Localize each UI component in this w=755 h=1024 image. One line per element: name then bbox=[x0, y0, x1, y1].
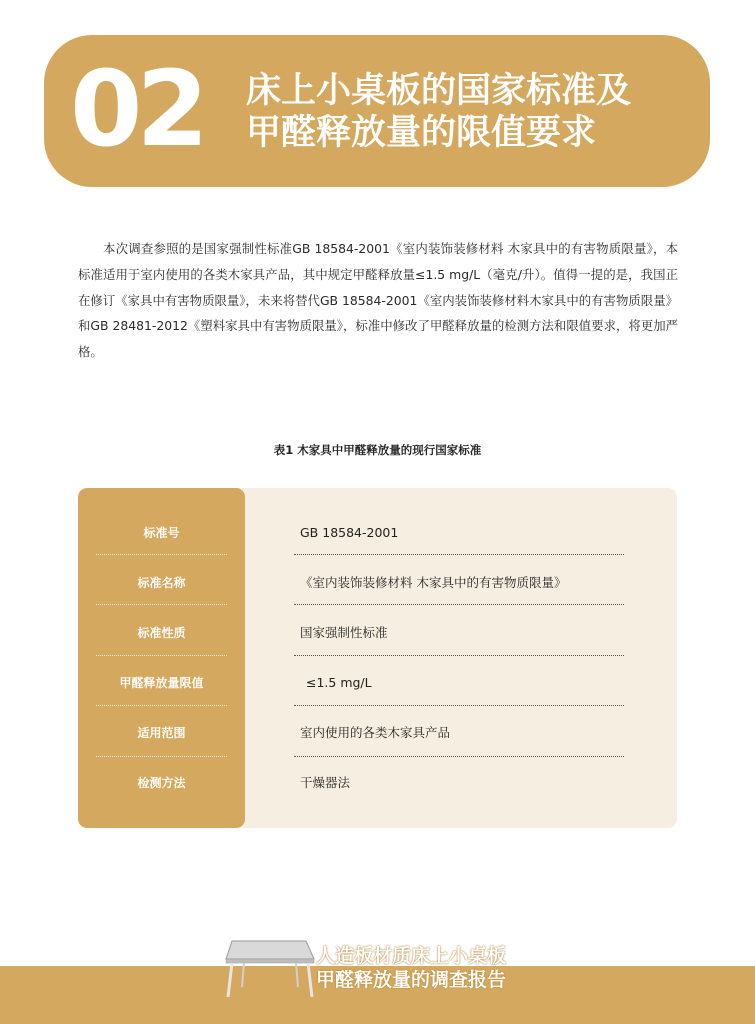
row-divider bbox=[294, 655, 624, 656]
row-divider bbox=[294, 756, 624, 757]
table-row bbox=[78, 608, 677, 658]
row-divider bbox=[96, 655, 227, 656]
table-caption: 表1 木家具中甲醛释放量的现行国家标准 bbox=[273, 443, 482, 457]
section-title-line1: 床上小桌板的国家标准及 bbox=[246, 71, 632, 111]
row-divider bbox=[96, 756, 227, 757]
section-number: 02 bbox=[70, 48, 203, 170]
footer-title-line1: 人造板材质床上小桌板 bbox=[316, 945, 507, 967]
table-row bbox=[78, 658, 677, 708]
row-divider bbox=[294, 604, 624, 605]
row-label: 标准性质 bbox=[137, 626, 186, 640]
row-value: 室内使用的各类木家具产品 bbox=[300, 725, 451, 740]
row-label: 检测方法 bbox=[137, 776, 186, 790]
row-value: GB 18584-2001 bbox=[300, 525, 399, 540]
intro-paragraph: 本次调查参照的是国家强制性标准GB 18584-2001《室内装饰装修材料 木家具中的有害物质限量》，本标准适用于室内使用的各类木家具产品，其中规定甲醛释放量≤1.5 mg/L（毫克/升）。值得一提的是，我国正在修订《家具中有害物质限量》，未来将替代GB 18584-2001《室内装饰装修材料木家具中的有害物质限量》和GB 28481-2012《塑料家具中有害物质限量》，标准中修改了甲醛释放量的检测方法和限值要求，将更加严格。 bbox=[78, 241, 678, 360]
row-value: 干燥器法 bbox=[300, 775, 351, 790]
row-label: 甲醛释放量限值 bbox=[119, 676, 204, 690]
table-row bbox=[78, 708, 677, 758]
table-row bbox=[78, 508, 677, 558]
row-label: 标准号 bbox=[143, 526, 180, 540]
row-value: 《室内装饰装修材料 木家具中的有害物质限量》 bbox=[300, 575, 567, 590]
row-divider bbox=[294, 705, 624, 706]
table-row bbox=[78, 758, 677, 808]
section-title-line2: 甲醛释放量的限值要求 bbox=[246, 113, 597, 153]
row-value: ≤1.5 mg/L bbox=[306, 675, 372, 690]
row-label: 适用范围 bbox=[137, 726, 186, 740]
section-title bbox=[246, 70, 631, 154]
row-divider bbox=[96, 604, 227, 605]
standards-table bbox=[78, 488, 677, 828]
row-divider bbox=[294, 554, 624, 555]
table-row bbox=[78, 558, 677, 608]
desk-icon bbox=[222, 937, 318, 999]
row-label: 标准名称 bbox=[137, 576, 186, 590]
footer-title-line2: 甲醛释放量的调查报告 bbox=[316, 969, 507, 991]
row-divider bbox=[96, 705, 227, 706]
row-value: 国家强制性标准 bbox=[300, 625, 388, 640]
row-divider bbox=[96, 554, 227, 555]
footer-title bbox=[316, 944, 506, 992]
